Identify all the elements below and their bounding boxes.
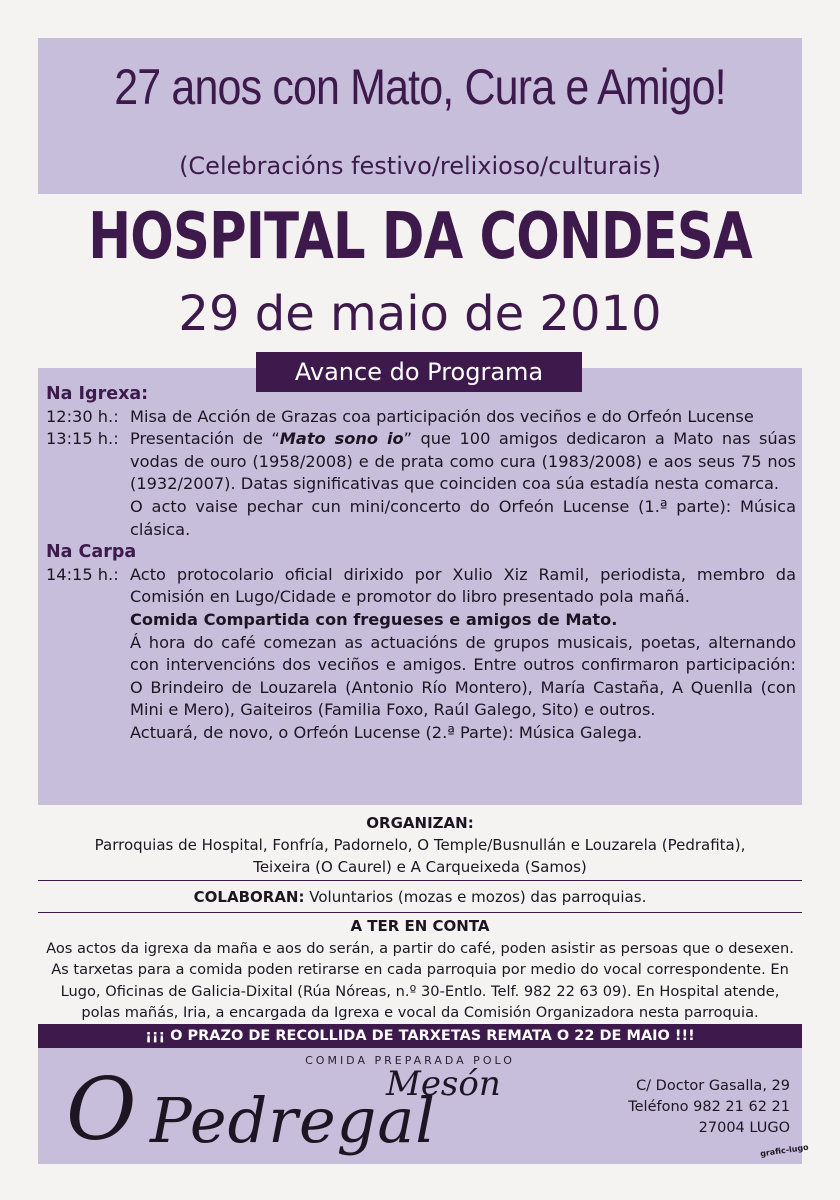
collaborators-label: COLABORAN:	[193, 888, 305, 906]
item-text: Misa de Acción de Grazas coa participación dos veciños e do Orfeón Lucense	[130, 406, 754, 426]
phone-line: Teléfono 982 21 62 21	[628, 1099, 790, 1115]
deadline-banner: ¡¡¡ O PRAZO DE RECOLLIDA DE TARXETAS REMATA O 22 DE MAIO !!!	[38, 1024, 802, 1048]
organizers-line: Parroquias de Hospital, Fonfría, Padornelo, O Temple/Busnullán e Louzarela (Pedrafita),	[94, 836, 746, 854]
item-text	[130, 428, 796, 496]
program-label: Avance do Programa	[256, 352, 582, 392]
notice-line: Lugo, Oficinas de Galicia-Dixital (Rúa Nóreas, n.º 30-Entlo. Telf. 982 22 63 09). En Hospital atende,	[60, 982, 780, 1000]
collaborators-line	[38, 886, 802, 908]
city-line: 27004 LUGO	[698, 1120, 790, 1136]
item-extra: O acto vaise pechar cun mini/concerto do Orfeón Lucense (1.ª parte): Música clásica.	[130, 496, 796, 539]
notice-block	[38, 916, 802, 1024]
divider	[38, 880, 802, 881]
poster-title: 27 anos con Mato, Cura e Amigo!	[114, 59, 726, 115]
collaborators-text: Voluntarios (mozas e mozos) das parroquias.	[304, 888, 647, 906]
poster-subtitle: (Celebracións festivo/relixioso/culturais)	[179, 152, 661, 180]
item-time: 13:15 h.:	[46, 429, 119, 449]
event-date: 29 de maio de 2010	[178, 286, 662, 342]
organizers-line: Teixeira (O Caurel) e A Carqueixeda (Samos)	[253, 858, 587, 876]
prepared-by: COMIDA PREPARADA POLO	[305, 1054, 515, 1067]
item-text-post: ” que 100 amigos dedicaron a Mato nas súas vodas de ouro (1958/2008) e de prata como cura (1983/2008) e aos seus 75 nos (1932/2007). Datas significativas que coinciden coa súa estadía nesta comarca.	[130, 429, 796, 494]
section-heading-igrexa: Na Igrexa:	[46, 384, 149, 404]
program-section	[46, 383, 796, 745]
item-text-pre: Presentación de “	[130, 429, 280, 449]
caterer-address	[600, 1076, 790, 1139]
address-line: C/ Doctor Gasalla, 29	[636, 1078, 790, 1094]
item-text: Acto protocolario oficial dirixido por Xulio Xiz Ramil, periodista, membro da Comisión en Lugo/Cidade e promotor do libro presentado pola mañá.	[130, 564, 796, 607]
notice-line: polas mañás, Iria, a encargada da Igrexa e vocal da Comisión Organizadora nesta parroquia.	[81, 1004, 759, 1022]
section-heading-carpa: Na Carpa	[46, 542, 137, 563]
printer-mark: grafic-lugo	[759, 1142, 810, 1159]
caterer-logo-o: O	[66, 1060, 137, 1160]
cafe-paragraph: Á hora do café comezan as actuacións de grupos musicais, poetas, alternando con intervencións dos veciños e amigos. Entre outros confirmaron participación: O Brindeiro de Louzarela (Antonio Río Montero), María Castaña, A Quenlla (con Mini e Mero), Gaiteiros (Familia Foxo, Raúl Galego, Sito) e outros.	[130, 632, 796, 720]
notice-line: As tarxetas para a comida poden retirarse en cada parroquia por medio do vocal correspondente. En	[51, 961, 789, 979]
caterer-logo-name: Pedregal	[150, 1084, 437, 1157]
item-time: 12:30 h.:	[46, 406, 119, 426]
caterer-logo-meson: Mesón	[386, 1064, 501, 1104]
place-name: HOSPITAL DA CONDESA	[88, 200, 752, 274]
divider	[38, 912, 802, 913]
item-time: 14:15 h.:	[46, 564, 119, 584]
program-item	[46, 564, 796, 609]
final-line: Actuará, de novo, o Orfeón Lucense (2.ª Parte): Música Galega.	[130, 722, 643, 742]
organizers-block	[38, 812, 802, 878]
meal-line: Comida Compartida con fregueses e amigos de Mato.	[130, 609, 618, 629]
program-item	[46, 406, 796, 429]
notice-heading: A TER EN CONTA	[350, 917, 490, 935]
organizers-heading: ORGANIZAN:	[366, 814, 474, 832]
book-title: Mato sono io	[279, 429, 404, 449]
program-item	[46, 428, 796, 496]
notice-line: Aos actos da igrexa da maña e aos do serán, a partir do café, poden asistir as persoas que o desexen.	[46, 939, 794, 957]
